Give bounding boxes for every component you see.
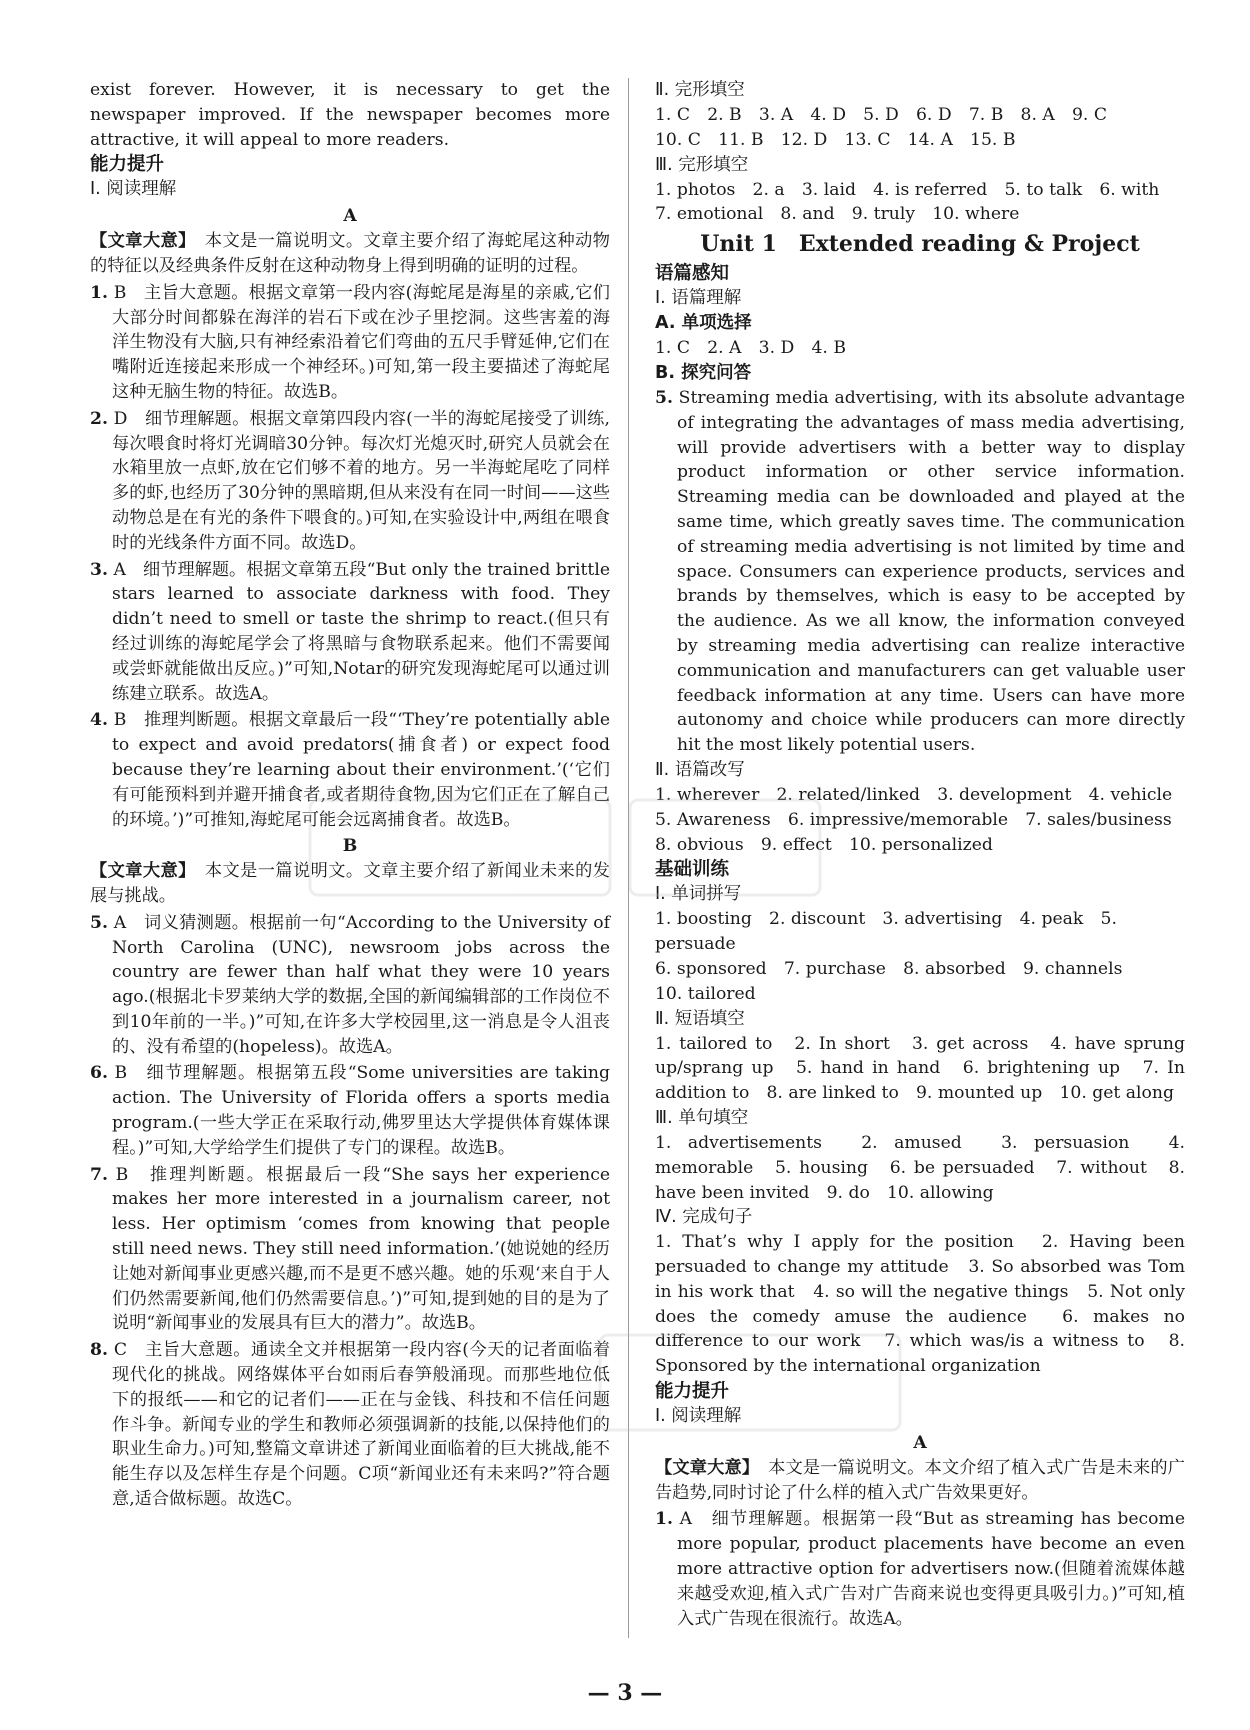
- reading-title: Ⅰ. 阅读理解: [655, 1406, 742, 1427]
- cloze-answers-line: 10. C 11. B 12. D 13. C 14. A 15. B: [655, 129, 1016, 150]
- spelling-answers-line: 1. boosting 2. discount 3. advertising 4. peak 5. persuade: [655, 909, 1117, 955]
- rewrite-answers-line: 5. Awareness 6. impressive/memorable 7. sales/business: [655, 809, 1172, 830]
- sub-title-reading: Ⅰ. 阅读理解: [90, 179, 177, 200]
- question-number: 4.: [90, 710, 108, 731]
- unit-title: Unit 1 Extended reading & Project: [700, 231, 1140, 258]
- understanding-title: Ⅰ. 语篇理解: [655, 288, 742, 309]
- sentence-fill-title: Ⅲ. 单句填空: [655, 1107, 749, 1128]
- question-number: 6.: [90, 1063, 108, 1084]
- fill-answers-line: 1. photos 2. a 3. laid 4. is referred 5. to talk 6. with: [655, 179, 1160, 200]
- rewrite-answers-line: 1. wherever 2. related/linked 3. development 4. vehicle: [655, 784, 1173, 805]
- explore-title: B. 探究问答: [655, 362, 752, 383]
- question-text: A 词义猜测题。根据前一句“According to the University of North Carolina (UNC), newsroom jobs across the country are fewer than half what they were 10 years ago.(根据北卡罗莱纳大学的数据,全国的新闻编辑部的工作岗位不到10年前的一半。)”可知,在许多大学校园里,这一消息是令人沮丧的、没有希望的(hopeless)。故选A。: [112, 912, 610, 1057]
- summary-text: 本文是一篇说明文。本文介绍了植入式广告是未来的广告趋势,同时讨论了什么样的植入式广告效果更好。: [655, 1457, 1185, 1503]
- ability-title: 能力提升: [655, 1381, 730, 1403]
- spelling-title: Ⅰ. 单词拼写: [655, 884, 742, 905]
- mc-title: A. 单项选择: [655, 313, 752, 334]
- page-number: — 3 —: [587, 1680, 663, 1706]
- phrase-answers: 1. tailored to 2. In short 3. get across 4. have sprung up/sprang up 5. hand in hand 6. brightening up 7. In addition to 8. are linked to 9. mounted up 10. get along: [655, 1033, 1185, 1104]
- question-number: 5.: [90, 912, 108, 933]
- passage-a-summary: [90, 229, 610, 279]
- left-column: [90, 78, 610, 1512]
- passage-letter: A: [913, 1433, 927, 1454]
- question-item: [90, 1163, 610, 1337]
- question-number: 3.: [90, 559, 108, 580]
- complete-title: Ⅳ. 完成句子: [655, 1207, 753, 1228]
- question-item: [90, 911, 610, 1060]
- question-number: 5.: [655, 387, 673, 408]
- summary-tag: 【文章大意】: [90, 231, 188, 252]
- question-text: B 主旨大意题。根据文章第一段内容(海蛇尾是海星的亲戚,它们大部分时间都躲在海洋的岩石下或在沙子里挖洞。这些害羞的海洋生物没有大脑,只有神经索沿着它们弯曲的五尺手臂延伸,它们在嘴附近连接起来形成一个神经环。)可知,第一段主要描述了海蛇尾这种无脑生物的特征。故选B。: [112, 282, 610, 402]
- basic-title: 基础训练: [655, 859, 730, 881]
- question-number: 8.: [90, 1340, 108, 1361]
- question-text: A 细节理解题。根据文章第五段“But only the trained brittle stars learned to associate darkness with food. They didn’t need to smell or taste the shrimp to react.(但只有经过训练的海蛇尾学会了将黑暗与食物联系起来。他们不需要闻或尝虾就能做出反应。)”可知,Notar的研究发现海蛇尾可以通过训练建立联系。故选A。: [112, 559, 610, 704]
- question-item: [90, 281, 610, 405]
- question-number: 1.: [655, 1509, 673, 1530]
- cloze-title: Ⅱ. 完形填空: [655, 80, 745, 100]
- explore-answer-text: Streaming media advertising, with its absolute advantage of integrating the advantages of mass media advertising, will provide advertisers with a better way to display product information or other service information. Streaming media can be downloaded and played at the same time, which greatly saves time. The communication of streaming media advertising is not limited by time and space. Consumers can experience products, services and brands by themselves, which is easy to be accepted by the audience. As we all know, the information conveyed by streaming media advertising can realize interactive communication and manufacturers can get valuable user feedback information at any time. Users can have more autonomy and choice while producers can more directly hit the most likely potential users.: [677, 387, 1186, 756]
- passage-summary: [655, 1456, 1185, 1506]
- question-item: [90, 1061, 610, 1160]
- passage-b-letter: B: [342, 836, 358, 857]
- question-text: D 细节理解题。根据文章第四段内容(一半的海蛇尾接受了训练,每次喂食时将灯光调暗30分钟。每次灯光熄灭时,研究人员就会在水箱里放一点虾,放在它们够不着的地方。另一半海蛇尾吃了同样多的虾,也经历了30分钟的黑暗期,但从来没有在同一时间——这些动物总是在有光的条件下喂食的。)可知,在实验设计中,两组在喂食时的光线条件方面不同。故选D。: [112, 408, 610, 553]
- perception-title: 语篇感知: [655, 263, 730, 285]
- question-number: 7.: [90, 1164, 108, 1185]
- question-text: B 细节理解题。根据第五段“Some universities are taking action. The University of Florida offers a sports media program.(一些大学正在采取行动,佛罗里达大学提供体育媒体课程。)”可知,大学给学生们提供了专门的课程。故选B。: [112, 1063, 611, 1158]
- question-item: [655, 1507, 1185, 1631]
- complete-answers: 1. That’s why I apply for the position 2. Having been persuaded to change my attitude 3. So absorbed was Tom in his work that 4. so will the negative things 5. Not only does the comedy amuse the audience 6. makes no difference to our work 7. which was/is a witness to 8. Sponsored by the international organization: [655, 1232, 1185, 1377]
- fill-answers-line: 7. emotional 8. and 9. truly 10. where: [655, 204, 1020, 225]
- question-item: [90, 407, 610, 556]
- intro-text: exist forever. However, it is necessary to get the newspaper improved. If the newspaper becomes more attractive, it will appeal to more readers.: [90, 80, 610, 150]
- column-divider: [628, 78, 629, 1638]
- passage-b-summary: [90, 859, 610, 909]
- question-number: 1.: [90, 282, 108, 303]
- question-item: [90, 558, 610, 707]
- question-item: [90, 1338, 610, 1512]
- cloze-answers-line: 1. C 2. B 3. A 4. D 5. D 6. D 7. B 8. A 9. C: [655, 105, 1107, 125]
- fill-title: Ⅲ. 完形填空: [655, 154, 749, 175]
- explore-answer: [655, 386, 1185, 758]
- question-text: C 主旨大意题。通读全文并根据第一段内容(今天的记者面临着现代化的挑战。网络媒体平台如雨后春笋般涌现。而那些地位低下的报纸——和它的记者们——正在与金钱、科技和不信任问题作斗争。新闻专业的学生和教师必须强调新的技能,以保持他们的职业生命力。)可知,整篇文章讲述了新闻业面临着的巨大挑战,能不能生存以及怎样生存是个问题。C项“新闻业还有未来吗?”符合题意,适合做标题。故选C。: [112, 1340, 611, 1510]
- mc-answers: 1. C 2. A 3. D 4. B: [655, 338, 846, 359]
- rewrite-answers-line: 8. obvious 9. effect 10. personalized: [655, 834, 993, 855]
- summary-text: 本文是一篇说明文。文章主要介绍了新闻业未来的发展与挑战。: [90, 861, 610, 906]
- summary-tag: 【文章大意】: [655, 1457, 751, 1478]
- question-text: B 推理判断题。根据文章最后一段“‘They’re potentially able to expect and avoid predators(捕食者) or expect food because they’re learning about their environment.’(‘它们有可能预料到并避开捕食者,或者期待食物,因为它们正在了解自己的环境。’)”可推知,海蛇尾可能会远离捕食者。故选B。: [112, 710, 610, 830]
- sentence-fill-answers: 1. advertisements 2. amused 3. persuasion 4. memorable 5. housing 6. be persuaded 7. without 8. have been invited 9. do 10. allowing: [655, 1132, 1185, 1203]
- spelling-answers-line: 6. sponsored 7. purchase 8. absorbed 9. channels: [655, 958, 1123, 979]
- section-title-ability: 能力提升: [90, 154, 165, 176]
- question-text: A 细节理解题。根据第一段“But as streaming has become more popular, product placements have become an even more attractive option for advertisers now.(但随着流媒体越来越受欢迎,植入式广告对广告商来说也变得更具吸引力。)”可知,植入式广告现在很流行。故选A。: [677, 1509, 1185, 1629]
- summary-text: 本文是一篇说明文。文章主要介绍了海蛇尾这种动物的特征以及经典条件反射在这种动物身上得到明确的证明的过程。: [90, 231, 610, 276]
- phrase-title: Ⅱ. 短语填空: [655, 1008, 745, 1029]
- spelling-answers-line: 10. tailored: [655, 983, 756, 1004]
- question-text: B 推理判断题。根据最后一段“She says her experience makes her more interested in a journalism career, not less. Her optimism ‘comes from knowing that people still need news. They still need information.’(她说她的经历让她对新闻事业更感兴趣,而不是更不感兴趣。她的乐观‘来自于人们仍然需要新闻,他们仍然需要信息。’)”可知,提到她的目的是为了说明“新闻事业的发展具有巨大的潜力”。故选B。: [112, 1164, 610, 1334]
- question-item: [90, 708, 610, 832]
- question-number: 2.: [90, 408, 108, 429]
- rewrite-title: Ⅱ. 语篇改写: [655, 759, 745, 780]
- right-column: [655, 78, 1185, 1631]
- summary-tag: 【文章大意】: [90, 861, 188, 882]
- passage-a-letter: A: [343, 206, 357, 227]
